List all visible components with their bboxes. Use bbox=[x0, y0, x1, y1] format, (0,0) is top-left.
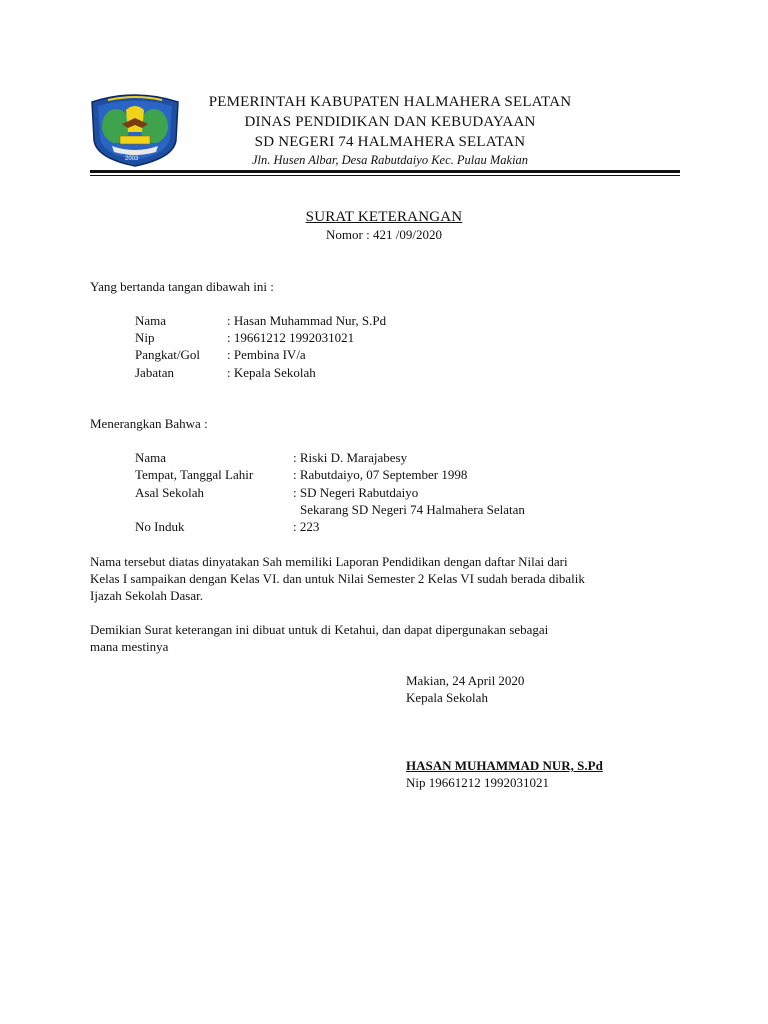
student-value: : Rabutdaiyo, 07 September 1998 bbox=[293, 467, 468, 482]
paragraph-line: Nama tersebut diatas dinyatakan Sah memiliki Laporan Pendidikan dengan daftar Nilai dari bbox=[90, 554, 568, 569]
paragraph-line: mana mestinya bbox=[90, 639, 169, 654]
signer-name: HASAN MUHAMMAD NUR, S.Pd bbox=[406, 758, 603, 773]
student-label: Nama bbox=[135, 450, 167, 465]
signer-value: : Hasan Muhammad Nur, S.Pd bbox=[227, 313, 387, 328]
kop-address: Jln. Husen Albar, Desa Rabutdaiyo Kec. Pulau Makian bbox=[251, 153, 529, 167]
signer-position: Kepala Sekolah bbox=[406, 690, 488, 705]
student-label: Asal Sekolah bbox=[135, 485, 204, 500]
signer-label: Jabatan bbox=[135, 365, 174, 380]
kop-line-school: SD NEGERI 74 HALMAHERA SELATAN bbox=[254, 134, 526, 150]
signer-label: Pangkat/Gol bbox=[135, 347, 200, 362]
student-value: : 223 bbox=[293, 519, 320, 534]
signer-nip: Nip 19661212 1992031021 bbox=[406, 775, 549, 790]
paragraph-line: Ijazah Sekolah Dasar. bbox=[90, 588, 203, 603]
document-title-block bbox=[0, 209, 768, 243]
document-number: Nomor : 421 /09/2020 bbox=[326, 227, 442, 242]
letterhead-rule-thin bbox=[90, 175, 680, 176]
letterhead-rule-thick bbox=[90, 170, 680, 173]
signer-value: : Pembina IV/a bbox=[227, 347, 306, 362]
student-value: : Riski D. Marajabesy bbox=[293, 450, 408, 465]
student-label: Tempat, Tanggal Lahir bbox=[135, 467, 254, 482]
signer-label: Nama bbox=[135, 313, 167, 328]
paragraph-line: Kelas I sampaikan dengan Kelas VI. dan untuk Nilai Semester 2 Kelas VI sudah berada dibalik bbox=[90, 571, 585, 586]
letterhead bbox=[190, 92, 590, 168]
intro-text: Yang bertanda tangan dibawah ini : bbox=[90, 279, 274, 294]
place-date: Makian, 24 April 2020 bbox=[406, 673, 525, 688]
student-label: No Induk bbox=[135, 519, 185, 534]
document-title: SURAT KETERANGAN bbox=[305, 209, 463, 225]
student-value: : SD Negeri Rabutdaiyo bbox=[293, 485, 419, 500]
logo-year: 2003 bbox=[125, 156, 139, 162]
signer-value: : 19661212 1992031021 bbox=[227, 330, 355, 345]
signer-value: : Kepala Sekolah bbox=[227, 365, 316, 380]
kop-line-department: DINAS PENDIDIKAN DAN KEBUDAYAAN bbox=[244, 114, 536, 130]
student-value: Sekarang SD Negeri 74 Halmahera Selatan bbox=[300, 502, 525, 517]
paragraph-line: Demikian Surat keterangan ini dibuat untuk di Ketahui, dan dapat dipergunakan sebagai bbox=[90, 622, 549, 637]
kop-line-government: PEMERINTAH KABUPATEN HALMAHERA SELATAN bbox=[208, 94, 572, 110]
declares-text: Menerangkan Bahwa : bbox=[90, 416, 208, 431]
signer-label: Nip bbox=[135, 330, 155, 345]
